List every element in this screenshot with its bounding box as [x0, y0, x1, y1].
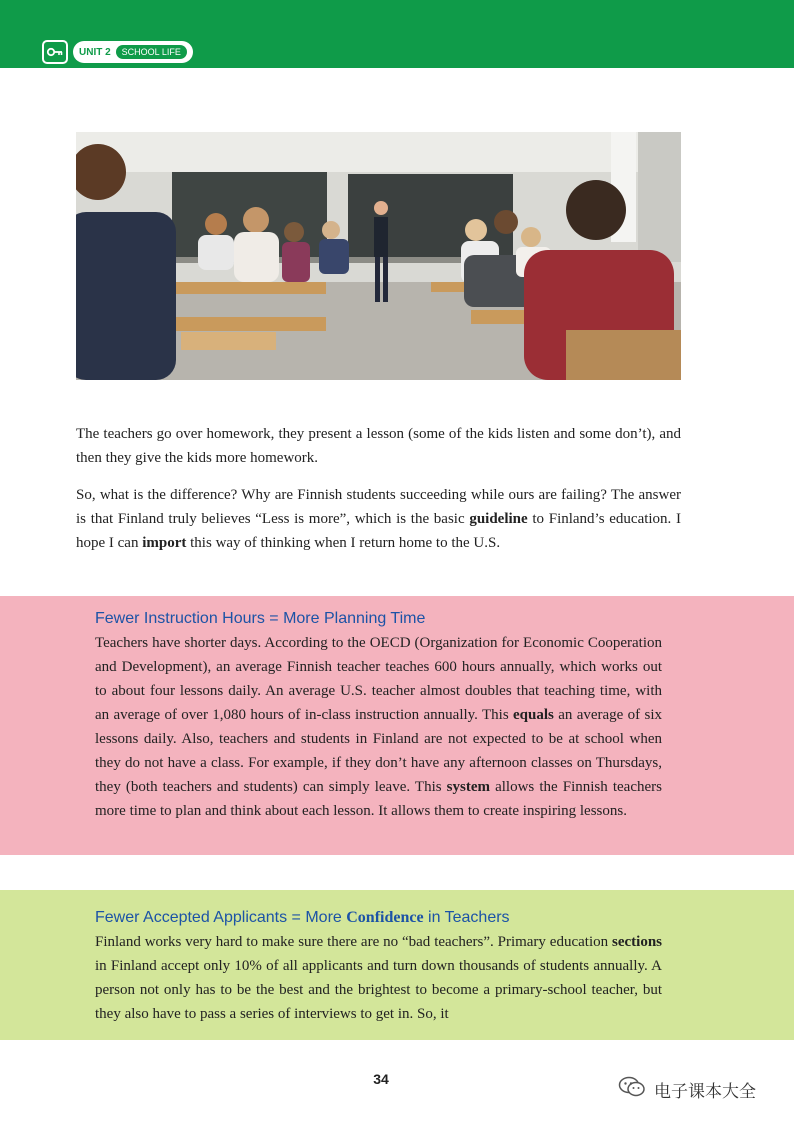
- section2-heading: [95, 909, 510, 927]
- intro-p1-text: The teachers go over homework, they present a lesson (some of the kids listen and some don’t), and then they give the kids more homework.: [76, 426, 681, 466]
- intro-p2-text-c: this way of thinking when I return home to the U.S.: [186, 535, 501, 551]
- section1-body: [95, 631, 662, 823]
- intro-paragraph-2: [76, 483, 681, 555]
- unit-badge: [42, 40, 193, 64]
- section-accepted-applicants: [0, 890, 794, 1040]
- section2-text-1: Finland works very hard to make sure there are no “bad teachers”. Primary education: [95, 934, 612, 950]
- key-icon: [42, 40, 68, 64]
- section2-body: [95, 930, 662, 1026]
- keyword-equals: equals: [513, 707, 554, 723]
- keyword-import: import: [142, 535, 187, 551]
- intro-paragraph-1: [76, 422, 681, 470]
- section1-text-1: Teachers have shorter days. According to the OECD (Organization for Economic Cooperation and Development), an average Finnish teacher teaches 600 hours annually, which works out to about four lessons daily. An average U.S. teacher almost doubles that teaching time, with an average of over 1,080 hours of in-class instruction annually. This: [95, 635, 662, 723]
- wechat-label: 电子课本大全: [654, 1082, 756, 1102]
- wechat-watermark: [618, 1076, 756, 1103]
- section-instruction-hours: [0, 596, 794, 855]
- keyword-confidence: Confidence: [346, 909, 424, 926]
- section2-text-2: in Finland accept only 10% of all applicants and turn down thousands of students annually. A person not only has to be the best and the brightest to become a primary-school teacher, but they also have to pass a series of interviews to get in. So, it: [95, 958, 662, 1022]
- header-bar: [0, 0, 794, 68]
- intro-p2-text-a: So, what is the difference? Why are Finnish students succeeding while ours are failing? The answer is that Finland truly believes “Less is more”, which is the basic: [76, 487, 681, 527]
- section2-heading-a: Fewer Accepted Applicants = More: [95, 909, 347, 926]
- section-label: SCHOOL LIFE: [116, 45, 187, 59]
- keyword-sections: sections: [612, 934, 662, 950]
- section1-text-2: an average of six lessons daily. Also, teachers and students in Finland are not expected to be at school when they do not have a class. For example, if they don’t have any afternoon classes on Thursdays, they (both teachers and students) can simply leave. This: [95, 707, 663, 795]
- unit-label: UNIT 2: [79, 46, 111, 58]
- keyword-system: system: [446, 779, 490, 795]
- wechat-icon: [618, 1076, 646, 1103]
- section2-heading-b: in Teachers: [423, 909, 510, 926]
- keyword-guideline: guideline: [469, 511, 528, 527]
- intro-p2-text-b: to Finland’s education. I hope I can: [76, 511, 681, 551]
- page-number: 34: [373, 1071, 389, 1087]
- classroom-photo: [76, 132, 681, 380]
- section1-heading: Fewer Instruction Hours = More Planning Time: [95, 610, 426, 627]
- section1-text-3: allows the Finnish teachers more time to plan and think about each lesson. It allows them to create inspiring lessons.: [95, 779, 662, 819]
- unit-pill: [73, 41, 193, 63]
